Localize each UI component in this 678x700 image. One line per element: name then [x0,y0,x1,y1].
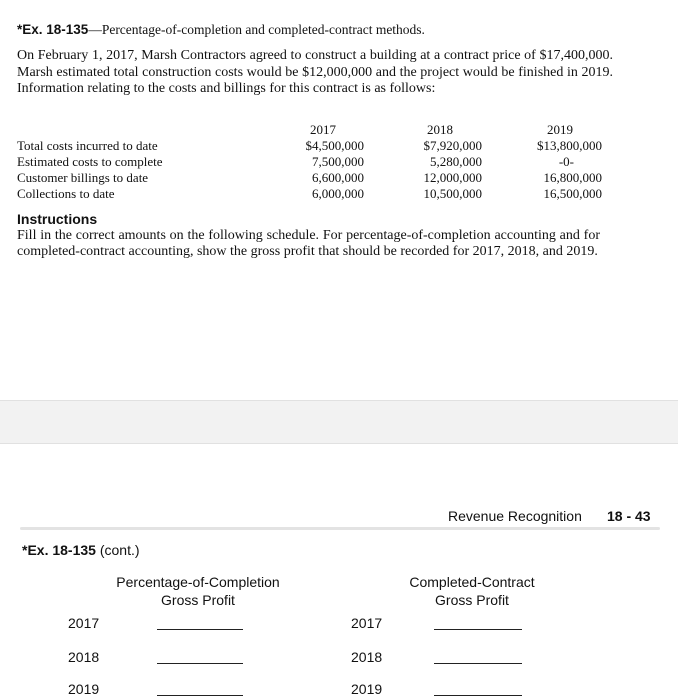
instructions-text: Fill in the correct amounts on the following schedule. For percentage-of-completion accounting and for completed-contract accounting, show the gross profit that should be recorded for 2017, 2018, and 2019. [17,228,600,259]
cc-year-2017: 2017 [351,615,383,631]
table-cell: -0- [558,154,574,169]
poc-answer-blank-2017[interactable] [157,629,243,630]
row-label-costs-to-complete: Estimated costs to complete [17,154,163,169]
poc-heading-line2: Gross Profit [161,592,235,608]
data-table-column-2019 [516,122,604,202]
poc-answer-blank-2018[interactable] [157,663,243,664]
table-cell: 10,500,000 [423,186,482,201]
poc-year-2017: 2017 [68,615,100,631]
cc-year-2018: 2018 [351,649,383,665]
cc-heading-line2: Gross Profit [435,592,509,608]
table-cell: 6,600,000 [312,170,364,185]
cc-heading-line1: Completed-Contract [409,574,535,590]
poc-year-2018: 2018 [68,649,100,665]
instructions-heading: Instructions [17,211,98,227]
cc-answer-blank-2018[interactable] [434,663,522,664]
running-head: Revenue Recognition [448,508,582,524]
page-number: 18 - 43 [607,508,651,524]
table-cell: 7,500,000 [312,154,364,169]
cc-year-2019: 2019 [351,681,383,697]
poc-heading-line1: Percentage-of-Completion [116,574,280,590]
continued-suffix: (cont.) [99,542,140,558]
row-label-costs-incurred: Total costs incurred to date [17,138,158,153]
problem-number: *Ex. 18-135 [17,22,89,37]
row-label-collections: Collections to date [17,186,115,201]
problem-title: Percentage-of-completion and completed-contract methods. [101,22,425,37]
table-cell: 5,280,000 [430,154,482,169]
data-table-column-2017 [280,122,366,202]
data-table-column-2018 [396,122,484,202]
table-cell: 16,800,000 [543,170,602,185]
column-year-header: 2017 [310,122,336,137]
continued-title [22,542,140,558]
column-year-header: 2019 [547,122,573,137]
heading-dash: — [88,22,102,37]
poc-year-2019: 2019 [68,681,100,697]
problem-intro: On February 1, 2017, Marsh Contractors agreed to construct a building at a contract price of $17,400,000. Marsh estimated total construction costs would be $12,000,000 and the project would be finished in 2019. Information relating to the costs and billings for this contract is as follows: [17,48,613,96]
table-cell: 16,500,000 [543,186,602,201]
cc-answer-blank-2017[interactable] [434,629,522,630]
data-table-row-labels [17,138,163,202]
problem-heading [17,22,425,38]
table-cell: $7,920,000 [423,138,482,153]
table-cell: 6,000,000 [312,186,364,201]
continued-problem-number: *Ex. 18-135 [22,542,96,558]
page-break-divider [0,400,678,444]
poc-column-heading [108,573,288,609]
table-cell: 12,000,000 [423,170,482,185]
column-year-header: 2018 [427,122,453,137]
table-cell: $4,500,000 [305,138,364,153]
cc-column-heading [395,573,549,609]
cc-answer-blank-2019[interactable] [434,695,522,696]
row-label-billings: Customer billings to date [17,170,149,185]
poc-answer-blank-2019[interactable] [157,695,243,696]
table-cell: $13,800,000 [537,138,602,153]
header-rule [20,527,660,530]
